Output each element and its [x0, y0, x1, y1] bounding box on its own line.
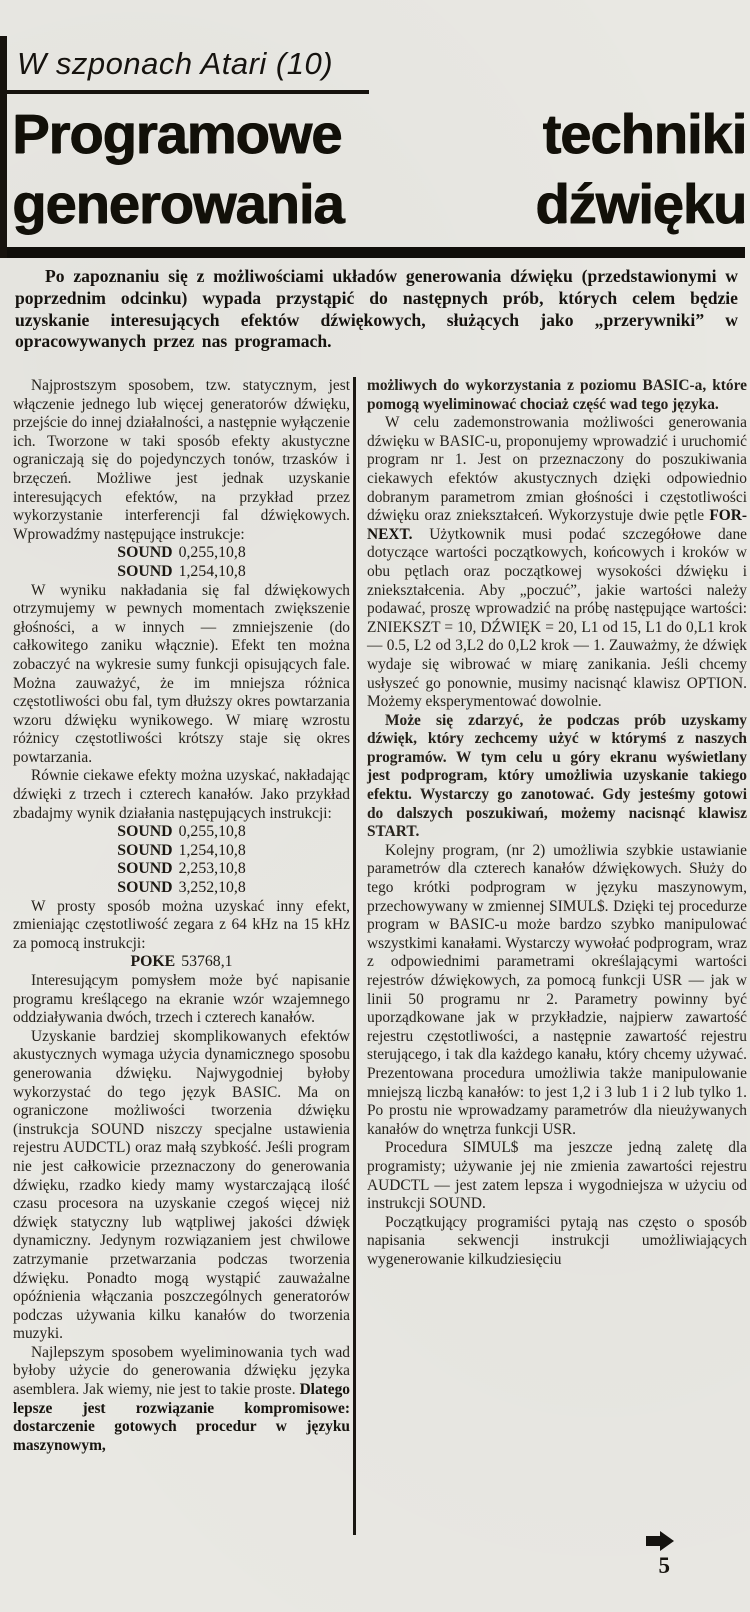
basic-keyword: SOUND [117, 879, 173, 897]
paragraph: W wyniku nakładania się fal dźwiękowych otrzymujemy w pewnych momentach zwiększenie głośności, a w innych — zmniejszenie (do całkowitego zaniku włącznie). Efekt ten można zobaczyć na wykresie sumy funkcji opisujących fale. Można zauważyć, że im mniejsza różnica częstotliwości obu fal, tym dłuższy okres powtarzania wzoru dźwięku wynikowego. W miarę wzrostu różnicy częstotliwości krótszy staje się okres powtarzania. [13, 581, 350, 766]
paragraph: Równie ciekawe efekty można uzyskać, nakładając dźwięki z trzech i czterech kanałów. Jako przykład zbadajmy wynik działania następujących instrukcji: [13, 767, 350, 822]
code-line [13, 563, 350, 582]
page-footer [636, 1531, 678, 1579]
code-line [13, 953, 350, 972]
right-column [367, 377, 747, 1535]
code-line [13, 879, 350, 898]
basic-keyword: SOUND [117, 841, 173, 859]
basic-args: 1,254,10,8 [178, 841, 246, 859]
left-column [13, 377, 350, 1535]
paragraph-continuation-bold: możliwych do wykorzystania z poziomu BASIC-a, które pomogą wyeliminować chociaż część wad tego języka. [367, 377, 747, 413]
paragraph-text: Użytkownik musi podać szczegółowe dane dotyczące wartości początkowych, końcowych i kroków w obu pętlach oraz początkowej wysokości dźwięku i zniekształcenia. Aby „poczuć”, jakie wartości należy podawać, proszę wprowadzić na próbę następujące wartości: ZNIEKSZT = 10, DŹWIĘK = 20, L1 od 15, L1 do 0,L1 krok — 0.5, L2 od 3,L2 do 0,L2 krok — 1. Zauważmy, że dźwięk wydaje się wibrować w miarę zanikania. Jeśli chcemy usłyszeć go ponownie, musimy nacisnąć klawisz OPTION. Możemy eksperymentować dowolnie. [367, 525, 747, 711]
kicker-underline-rule [7, 90, 369, 94]
series-kicker: W szponach Atari (10) [17, 46, 334, 81]
left-margin-print-bar [0, 36, 7, 258]
article-body [13, 377, 747, 1535]
basic-args: 2,253,10,8 [178, 860, 246, 878]
article-title [12, 99, 746, 239]
basic-args: 53768,1 [181, 953, 233, 971]
paragraph [13, 1344, 350, 1456]
paragraph-text: Najlepszym sposobem wyeliminowania tych wad byłoby użycie do generowania dźwięku języka asemblera. Jak wiemy, nie jest to takie proste. [13, 1343, 350, 1399]
paragraph: Interesującym pomysłem może być napisanie programu kreślącego na ekranie wzór wzajemnego oddziaływania dwóch, trzech i czterech kanałów. [13, 972, 350, 1027]
basic-keyword: SOUND [117, 823, 173, 841]
paragraph: Początkujący programiści pytają nas często o sposób napisania sekwencji instrukcji umożliwiających wygenerowanie kilkudziesięciu [367, 1213, 747, 1268]
article-title-line2 [12, 169, 746, 239]
basic-keyword: POKE [130, 953, 176, 971]
title-word: Programowe [12, 102, 342, 165]
title-word: techniki [542, 102, 746, 165]
paragraph-bold: Może się zdarzyć, że podczas prób uzyskamy dźwięk, który zechcemy użyć w którymś z naszych programów. W tym celu u góry ekranu wyświetlany jest podprogram, który umożliwia uzyskanie takiego efektu. Wystarczy go zanotować. Gdy jesteśmy gotowi do dalszych poszukiwań, możemy nacisnąć klawisz START. [367, 711, 747, 841]
column-divider-rule [353, 377, 356, 1535]
paragraph: Procedura SIMUL$ ma jeszcze jedną zaletę dla programisty; używanie jej nie zmienia zawartości rejestru AUDCTL — jest zatem lepsza i wygodniejsza w użyciu od instrukcji SOUND. [367, 1139, 747, 1213]
paragraph: Uzyskanie bardziej skomplikowanych efektów akustycznych wymaga użycia dynamicznego sposobu generowania dźwięku. Najwygodniej byłoby wykorzystać do tego język BASIC. Ma on ograniczone możliwości tworzenia dźwięku (instrukcja SOUND niszczy specjalne ustawienia rejestru AUDCTL) oraz małą szybkość. Jeśli program nie jest całkowicie przeznaczony do generowania dźwięku, rzadko kiedy mamy wystarczającą ilość czasu procesora na uzyskanie czegoś więcej niż dźwięk statyczny lub wątpliwej jakości dźwięk dynamiczny. Jedynym rozwiązaniem jest chwilowe zatrzymanie przetwarzania podczas tworzenia dźwięku. Ponadto mogą wystąpić zauważalne opóźnienia włączania poszczególnych generatorów podczas używania kilku kanałów do tworzenia muzyki. [13, 1027, 350, 1343]
code-line [13, 544, 350, 563]
emphasized-text: Dlatego lepsze jest rozwiązanie kompromisowe: dostarczenie gotowych procedur w języku maszynowym, [13, 1381, 350, 1454]
code-line [13, 860, 350, 879]
paragraph-text: W celu zademonstrowania możliwości generowania dźwięku w BASIC-u, proponujemy wprowadzić i uruchomić program nr 1. Jest on przeznaczony do poszukiwania ciekawych efektów akustycznych dzięki odpowiednio dobranym parametrom zmian głośności i częstotliwości dźwięku oraz zniekształceń. Wykorzystuje dwie pętle [367, 414, 747, 525]
basic-keyword: SOUND [117, 860, 173, 878]
paragraph: Najprostszym sposobem, tzw. statycznym, jest włączenie jednego lub więcej generatorów dźwięku, przejście do innej działalności, a następnie wyłączenie ich. Tworzone w taki sposób efekty akustyczne ograniczają się do pojedynczych tonów, trzasków i brzęczeń. Możliwe jest jednak uzyskanie interesujących efektów, na przykład przez wykorzystanie interferencji fal dźwiękowych. Wprowadźmy następujące instrukcje: [13, 377, 350, 543]
basic-args: 0,255,10,8 [178, 544, 246, 562]
paragraph: Kolejny program, (nr 2) umożliwia szybkie ustawianie parametrów dla czterech kanałów dźwiękowych. Służy do tego krótki podprogram w języku maszynowym, przechowywany w zmiennej SIMUL$. Dzięki tej procedurze program w BASIC-u może bardzo szybko manipulować wszystkimi kanałami. Wystarczy wywołać podprogram, wraz z odpowiednimi parametrami określającymi wartości rejestrów dźwiękowych, za pomocą funkcji USR — jak w linii 50 programu nr 2. Parametry powinny być uporządkowane jak w przykładzie, najpierw zawartość rejestru częstotliwości, a następnie zawartość rejestru sterującego, i tak dla każdego kanału, który chcemy używać. Prezentowana procedura umożliwia także manipulowanie mniejszą liczbą kanałów: to jest 1,2 i 3 lub 1 i 2 lub tylko 1. Po prostu nie wprowadzamy parametrów dla nieużywanych kanałów do wnętrza funkcji USR. [367, 841, 747, 1138]
paragraph: W prosty sposób można uzyskać inny efekt, zmieniając częstotliwość zegara z 64 kHz na 15 kHz za pomocą instrukcji: [13, 897, 350, 952]
title-word: dźwięku [535, 172, 746, 235]
page-number: 5 [658, 1553, 670, 1578]
continuation-arrow-icon [646, 1531, 674, 1551]
basic-args: 0,255,10,8 [178, 823, 246, 841]
emphasized-text: FOR-NEXT. [367, 507, 747, 543]
basic-keyword: SOUND [117, 544, 173, 562]
code-line [13, 842, 350, 861]
code-line [13, 823, 350, 842]
paragraph [367, 414, 747, 712]
lead-paragraph: Po zapoznaniu się z możliwościami układów generowania dźwięku (przedstawionymi w poprzednim odcinku) wypada przystąpić do następnych prób, których celem będzie uzyskanie interesujących efektów dźwiękowych, służących jako „przerywniki” w opracowywanych przez nas programach. [15, 266, 738, 352]
title-word: generowania [12, 172, 344, 235]
basic-args: 1,254,10,8 [178, 562, 246, 580]
basic-keyword: SOUND [117, 562, 173, 580]
title-separator-rule [7, 247, 745, 258]
article-title-line1 [12, 99, 746, 169]
basic-args: 3,252,10,8 [178, 879, 246, 897]
